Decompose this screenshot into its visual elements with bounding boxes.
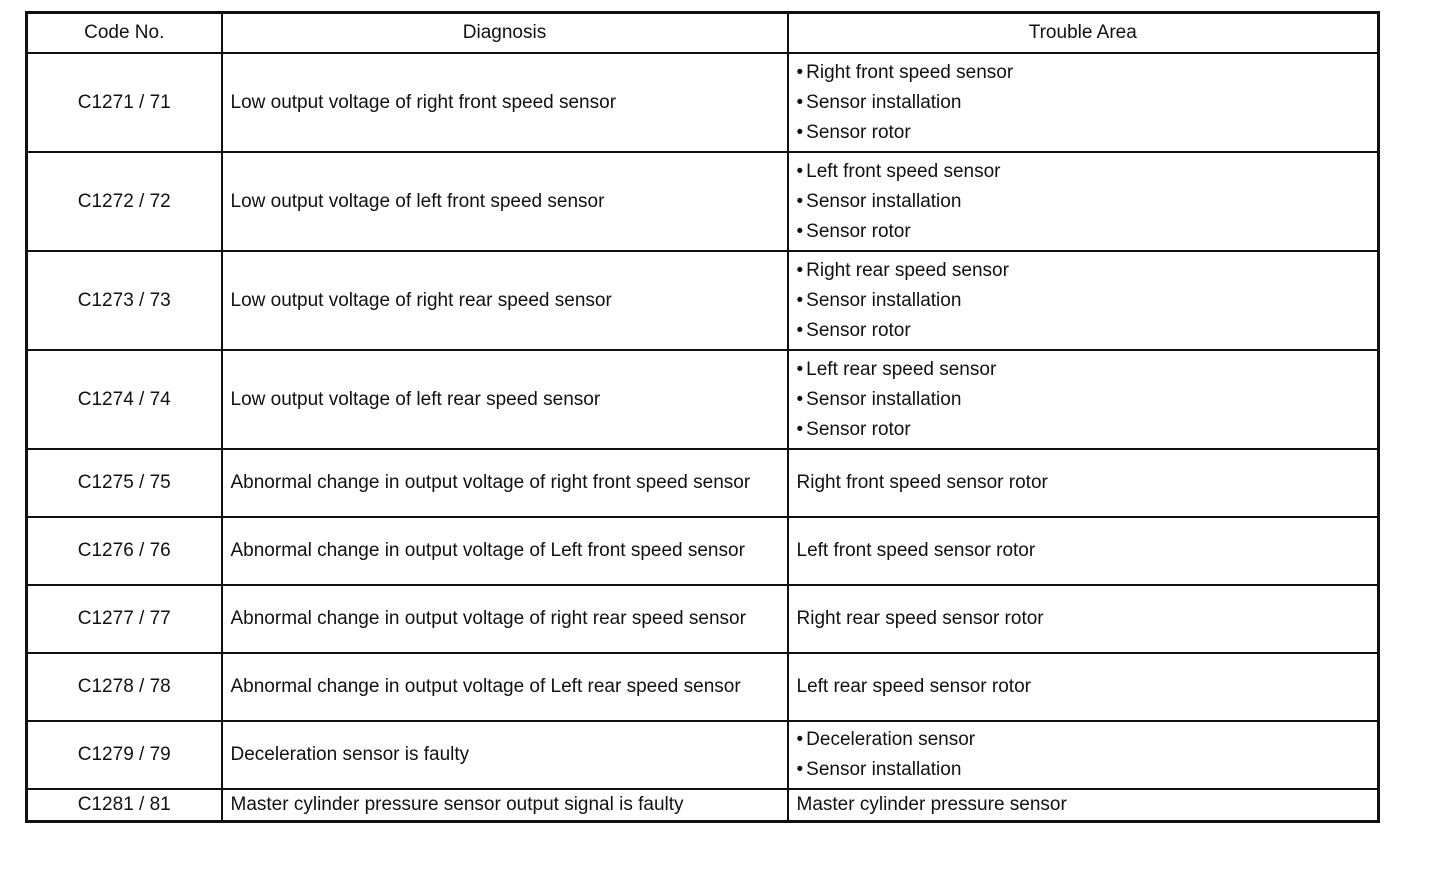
trouble-area-list <box>797 725 1370 785</box>
trouble-area-item: • Sensor installation <box>797 286 1370 316</box>
trouble-area-item: • Left rear speed sensor <box>797 355 1370 385</box>
table-row <box>27 585 1379 653</box>
diagnosis-cell: Low output voltage of left front speed sensor <box>222 152 788 251</box>
diagnosis-cell: Deceleration sensor is faulty <box>222 721 788 789</box>
trouble-area-item: • Left front speed sensor <box>797 157 1370 187</box>
code-cell: C1279 / 79 <box>27 721 222 789</box>
code-cell: C1277 / 77 <box>27 585 222 653</box>
trouble-area-cell: Master cylinder pressure sensor <box>788 789 1379 822</box>
code-cell: C1281 / 81 <box>27 789 222 822</box>
trouble-area-item: • Sensor installation <box>797 88 1370 118</box>
trouble-area-item: • Deceleration sensor <box>797 725 1370 755</box>
code-cell: C1278 / 78 <box>27 653 222 721</box>
trouble-area-item: • Right rear speed sensor <box>797 256 1370 286</box>
diagnosis-cell: Abnormal change in output voltage of Left rear speed sensor <box>222 653 788 721</box>
trouble-area-list <box>797 355 1370 445</box>
trouble-area-cell: Left front speed sensor rotor <box>788 517 1379 585</box>
trouble-area-item: • Right front speed sensor <box>797 58 1370 88</box>
table-row <box>27 449 1379 517</box>
table-row <box>27 721 1379 789</box>
trouble-area-cell <box>788 350 1379 449</box>
table-row <box>27 350 1379 449</box>
trouble-area-cell: Right front speed sensor rotor <box>788 449 1379 517</box>
trouble-area-cell <box>788 251 1379 350</box>
trouble-area-item: • Sensor installation <box>797 385 1370 415</box>
diagnosis-cell: Abnormal change in output voltage of Left front speed sensor <box>222 517 788 585</box>
trouble-area-list <box>797 157 1370 247</box>
trouble-area-item: • Sensor installation <box>797 755 1370 785</box>
trouble-area-cell: Right rear speed sensor rotor <box>788 585 1379 653</box>
diagnosis-cell: Low output voltage of right front speed sensor <box>222 53 788 152</box>
code-cell: C1273 / 73 <box>27 251 222 350</box>
header-diagnosis: Diagnosis <box>222 13 788 54</box>
table-row <box>27 653 1379 721</box>
trouble-area-cell <box>788 721 1379 789</box>
trouble-area-item: • Sensor rotor <box>797 316 1370 346</box>
diagnosis-cell: Low output voltage of right rear speed sensor <box>222 251 788 350</box>
trouble-area-item: • Sensor rotor <box>797 415 1370 445</box>
trouble-area-item: • Sensor installation <box>797 187 1370 217</box>
code-cell: C1276 / 76 <box>27 517 222 585</box>
table-header <box>27 13 1379 54</box>
trouble-area-item: • Sensor rotor <box>797 217 1370 247</box>
table-row <box>27 517 1379 585</box>
table-row <box>27 789 1379 822</box>
diagnosis-cell: Master cylinder pressure sensor output signal is faulty <box>222 789 788 822</box>
diagnosis-cell: Low output voltage of left rear speed sensor <box>222 350 788 449</box>
code-cell: C1271 / 71 <box>27 53 222 152</box>
header-trouble-area: Trouble Area <box>788 13 1379 54</box>
table-row <box>27 251 1379 350</box>
code-cell: C1275 / 75 <box>27 449 222 517</box>
trouble-area-item: • Sensor rotor <box>797 118 1370 148</box>
table-row <box>27 53 1379 152</box>
diagnostic-code-table <box>25 11 1380 823</box>
header-row <box>27 13 1379 54</box>
header-code: Code No. <box>27 13 222 54</box>
trouble-area-list <box>797 256 1370 346</box>
trouble-area-list <box>797 58 1370 148</box>
code-cell: C1272 / 72 <box>27 152 222 251</box>
trouble-area-cell <box>788 152 1379 251</box>
table-body <box>27 53 1379 822</box>
diagnosis-cell: Abnormal change in output voltage of right front speed sensor <box>222 449 788 517</box>
code-cell: C1274 / 74 <box>27 350 222 449</box>
diagnosis-cell: Abnormal change in output voltage of right rear speed sensor <box>222 585 788 653</box>
trouble-area-cell <box>788 53 1379 152</box>
trouble-area-cell: Left rear speed sensor rotor <box>788 653 1379 721</box>
table-row <box>27 152 1379 251</box>
